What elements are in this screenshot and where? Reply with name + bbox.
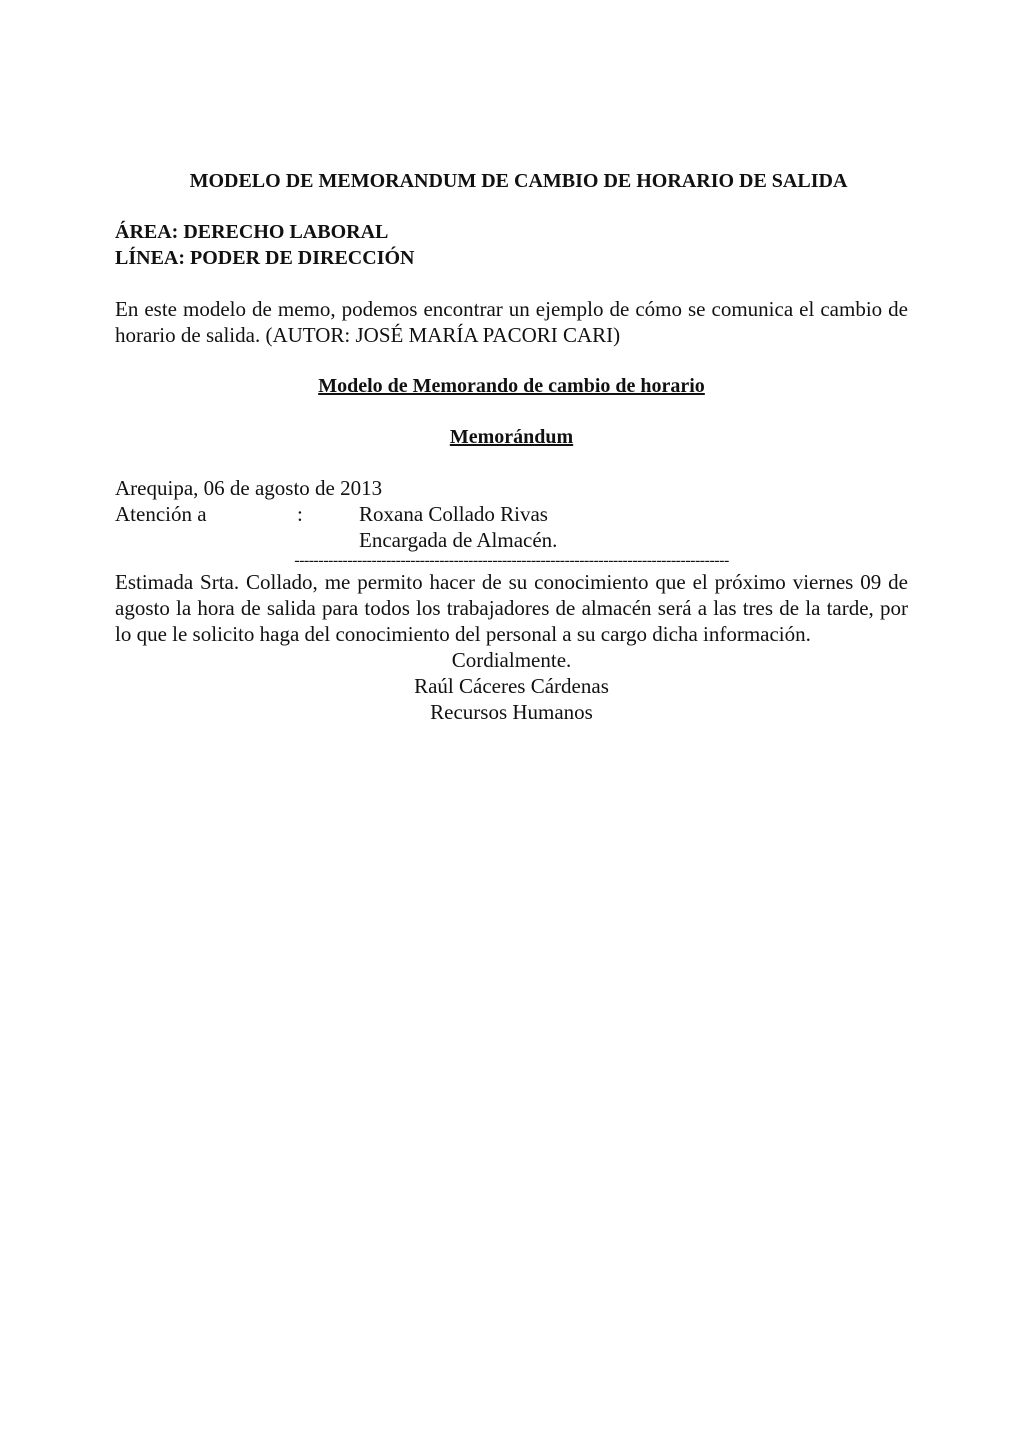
memo-heading: Memorándum (449, 426, 574, 448)
attention-colon: : (297, 502, 303, 526)
closing-block (115, 647, 908, 725)
area-label: ÁREA: DERECHO LABORAL (115, 221, 389, 243)
attention-label: Atención a (115, 502, 207, 526)
linea-label: LÍNEA: PODER DE DIRECCIÓN (115, 247, 415, 269)
recipient-role-row (115, 527, 908, 553)
document-title: MODELO DE MEMORANDUM DE CAMBIO DE HORARIO DE SALIDA (189, 170, 848, 192)
recipient-name: Roxana Collado Rivas (359, 502, 548, 526)
document-meta (115, 219, 908, 271)
document-subtitle: Modelo de Memorando de cambio de horario (318, 375, 705, 397)
signer-name: Raúl Cáceres Cárdenas (414, 674, 609, 698)
closing-salutation: Cordialmente. (451, 648, 572, 672)
attention-row (115, 501, 908, 527)
document-page (115, 168, 908, 725)
memo-body: Estimada Srta. Collado, me permito hacer de su conocimiento que el próximo viernes 09 de agosto la hora de salida para todos los trabajadores de almacén será a las tres de la tarde, por lo que le solicito haga del conocimiento del personal a su cargo dicha información. (115, 570, 908, 646)
memo-date-line: Arequipa, 06 de agosto de 2013 (115, 476, 383, 500)
intro-paragraph: En este modelo de memo, podemos encontrar un ejemplo de cómo se comunica el cambio de horario de salida. (AUTOR: JOSÉ MARÍA PACORI CARI) (115, 297, 908, 347)
signer-department: Recursos Humanos (430, 700, 593, 724)
separator-line: ------------------------------------------------------------------------------------------ (294, 553, 729, 569)
recipient-role: Encargada de Almacén. (359, 528, 558, 552)
